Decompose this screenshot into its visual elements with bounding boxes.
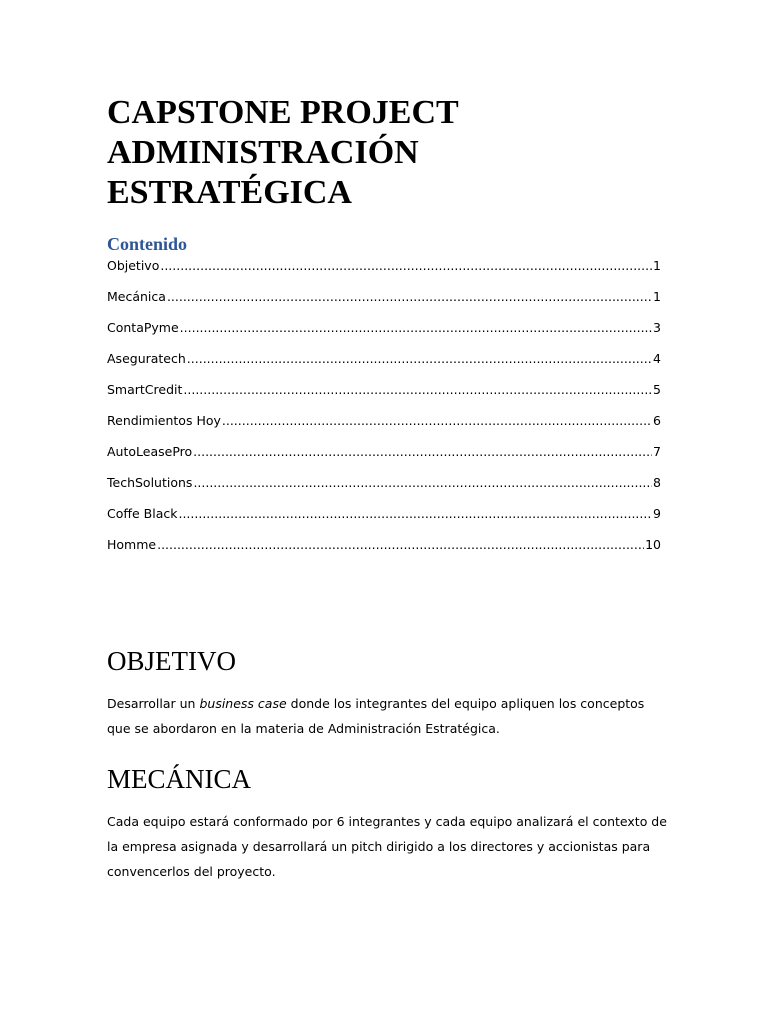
toc-entry-label: TechSolutions xyxy=(107,475,193,490)
toc-entry-page: 10 xyxy=(645,537,661,552)
toc-entry-label: SmartCredit xyxy=(107,382,183,397)
section-heading-mecanica: MECÁNICA xyxy=(107,764,252,794)
toc-entry-label: ContaPyme xyxy=(107,320,179,335)
toc-entry-label: Mecánica xyxy=(107,289,166,304)
toc-leader-dots xyxy=(222,411,652,431)
section-heading-objetivo: OBJETIVO xyxy=(107,646,236,676)
toc-entry-techsolutions[interactable] xyxy=(107,473,661,504)
toc-leader-dots xyxy=(187,349,652,369)
toc-entry-autoleasepro[interactable] xyxy=(107,442,661,473)
toc-entry-page: 4 xyxy=(653,351,661,366)
section-body-objetivo xyxy=(107,691,667,741)
toc-entry-contapyme[interactable] xyxy=(107,318,661,349)
section-body-mecanica: Cada equipo estará conformado por 6 integrantes y cada equipo analizará el contexto de la empresa asignada y desarrollará un pitch dirigido a los directores y accionistas para convencerlos del proyecto. xyxy=(107,814,667,879)
toc-leader-dots xyxy=(193,473,652,493)
toc-entry-page: 6 xyxy=(653,413,661,428)
toc-entry-page: 9 xyxy=(653,506,661,521)
toc-entry-smartcredit[interactable] xyxy=(107,380,661,411)
toc-entry-label: Coffe Black xyxy=(107,506,178,521)
toc-entry-label: Objetivo xyxy=(107,258,160,273)
body-text: donde los integrantes del equipo apliquen los conceptos que se abordaron en la materia de Administración Estratégica. xyxy=(107,696,645,736)
toc-heading: Contenido xyxy=(107,234,188,254)
toc-leader-dots xyxy=(167,287,652,307)
document-title-line: ESTRATÉGICA xyxy=(107,174,352,211)
toc-entry-page: 7 xyxy=(653,444,661,459)
toc-entry-label: Rendimientos Hoy xyxy=(107,413,221,428)
document-title-line: CAPSTONE PROJECT xyxy=(107,94,459,131)
toc-entry-label: AutoLeasePro xyxy=(107,444,193,459)
toc-entry-page: 1 xyxy=(653,258,661,273)
toc-entry-page: 3 xyxy=(653,320,661,335)
body-text: Desarrollar un xyxy=(107,696,200,711)
toc-entry-objetivo[interactable] xyxy=(107,256,661,287)
toc-entry-mecanica[interactable] xyxy=(107,287,661,318)
toc-entry-homme[interactable] xyxy=(107,535,661,566)
toc-leader-dots xyxy=(193,442,652,462)
document-title xyxy=(107,93,667,213)
toc-entry-page: 1 xyxy=(653,289,661,304)
table-of-contents xyxy=(107,256,661,566)
toc-entry-page: 5 xyxy=(653,382,661,397)
toc-entry-coffe-black[interactable] xyxy=(107,504,661,535)
toc-entry-label: Homme xyxy=(107,537,157,552)
toc-leader-dots xyxy=(180,318,652,338)
toc-entry-label: Aseguratech xyxy=(107,351,186,366)
body-emphasis: business case xyxy=(199,696,287,711)
toc-leader-dots xyxy=(183,380,652,400)
toc-leader-dots xyxy=(160,256,652,276)
toc-entry-page: 8 xyxy=(653,475,661,490)
toc-entry-rendimientos-hoy[interactable] xyxy=(107,411,661,442)
toc-leader-dots xyxy=(178,504,652,524)
toc-entry-aseguratech[interactable] xyxy=(107,349,661,380)
document-title-line: ADMINISTRACIÓN xyxy=(107,134,419,171)
toc-leader-dots xyxy=(157,535,644,555)
